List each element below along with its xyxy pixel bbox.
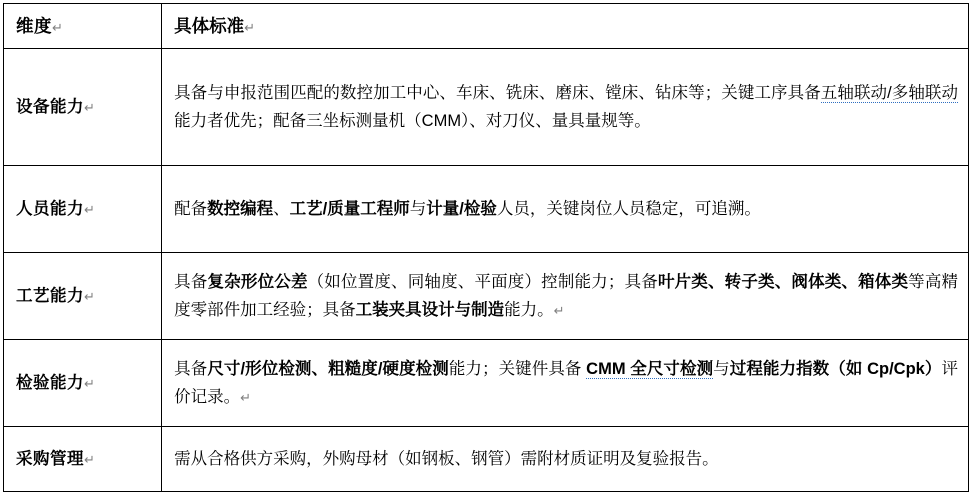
row-standard-equipment (162, 49, 969, 166)
row-dimension-procurement (4, 427, 162, 492)
row-standard-procurement (162, 427, 969, 492)
table-header-row (4, 4, 969, 49)
pilcrow-mark: ↵ (84, 288, 95, 304)
row-dimension-inspection (4, 340, 162, 427)
table-row (4, 166, 969, 253)
row-dimension-personnel (4, 166, 162, 253)
standard-text: 具备复杂形位公差（如位置度、同轴度、平面度）控制能力；具备叶片类、转子类、阀体类、箱体类等高精度零部件加工经验；具备工装夹具设计与制造能力。 (174, 272, 959, 320)
table-row (4, 253, 969, 340)
table-row (4, 340, 969, 427)
row-standard-inspection (162, 340, 969, 427)
standard-text: 具备与申报范围匹配的数控加工中心、车床、铣床、磨床、镗床、钻床等；关键工序具备五轴联动/多轴联动能力者优先；配备三坐标测量机（CMM）、对刀仪、量具量规等。 (174, 83, 959, 131)
pilcrow-mark: ↵ (244, 20, 256, 35)
dimension-label: 工艺能力 (16, 286, 84, 305)
row-dimension-equipment (4, 49, 162, 166)
pilcrow-mark: ↵ (84, 201, 95, 217)
pilcrow-mark: ↵ (84, 451, 95, 467)
dimension-label: 设备能力 (16, 97, 84, 116)
header-label-standard: 具体标准 (174, 16, 245, 36)
dimension-label: 人员能力 (16, 199, 84, 218)
pilcrow-mark: ↵ (84, 375, 95, 391)
row-standard-personnel (162, 166, 969, 253)
standards-table (3, 3, 969, 492)
table-body (4, 4, 969, 492)
pilcrow-mark: ↵ (553, 303, 565, 319)
standard-text: 具备尺寸/形位检测、粗糙度/硬度检测能力；关键件具备 CMM 全尺寸检测与过程能力指数（如 Cp/Cpk）评价记录。 (174, 359, 959, 407)
pilcrow-mark: ↵ (240, 390, 252, 406)
pilcrow-mark: ↵ (84, 99, 95, 115)
header-cell-dimension (4, 4, 162, 49)
table-row (4, 427, 969, 492)
row-dimension-process (4, 253, 162, 340)
dimension-label: 采购管理 (16, 449, 84, 468)
standard-text: 需从合格供方采购，外购母材（如钢板、钢管）需附材质证明及复验报告。 (174, 449, 719, 468)
dimension-label: 检验能力 (16, 373, 84, 392)
table-row (4, 49, 969, 166)
pilcrow-mark: ↵ (52, 20, 63, 35)
row-standard-process (162, 253, 969, 340)
header-cell-standard (162, 4, 969, 49)
standard-text: 配备数控编程、工艺/质量工程师与计量/检验人员，关键岗位人员稳定，可追溯。 (174, 199, 761, 218)
header-label-dimension: 维度 (16, 16, 52, 36)
